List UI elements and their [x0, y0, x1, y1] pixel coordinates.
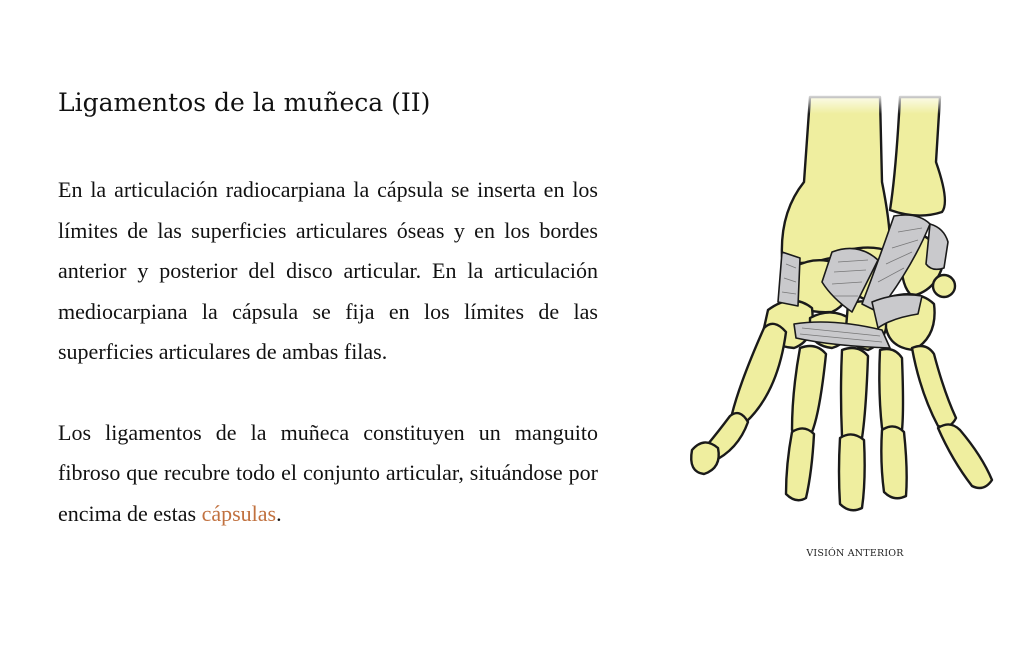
ring-metacarpal [879, 349, 903, 433]
ligament-collateral-radial [778, 252, 800, 306]
pisiform-bone [933, 275, 955, 297]
middle-metacarpal [841, 348, 868, 441]
paragraph-2 [58, 413, 598, 535]
paragraph-1: En la articulación radiocarpiana la cápsula se inserta en los límites de las superficies articulares óseas y en los bordes anterior y posterior del disco articular. En la articulación mediocarpiana la cápsula se fija en los límites de las superficies articulares de ambas filas. [58, 177, 598, 364]
radius-bone [782, 97, 890, 263]
paragraph-2-end: . [276, 500, 282, 526]
little-phalanx [938, 424, 992, 488]
thumb-metacarpal [732, 324, 786, 423]
wrist-bones-drawing [682, 92, 1002, 532]
index-phalanx [786, 428, 814, 500]
body-text [58, 170, 598, 574]
thumb-phalanx-2 [691, 442, 719, 474]
ulna-bone [890, 97, 945, 216]
ring-phalanx [881, 426, 906, 498]
little-metacarpal [912, 346, 956, 427]
figure-caption: VISIÓN ANTERIOR [806, 548, 904, 559]
index-metacarpal [792, 346, 826, 435]
middle-phalanx [839, 434, 865, 510]
capsulas-link[interactable]: cápsulas [201, 500, 277, 526]
paragraph-2-text: Los ligamentos de la muñeca constituyen un manguito fibroso que recubre todo el conjunto articular, situándose por encima de estas [58, 419, 598, 526]
page-title: Ligamentos de la muñeca (II) [58, 88, 431, 117]
ligament-collateral-ulnar [926, 224, 948, 269]
wrist-illustration [682, 92, 1002, 532]
